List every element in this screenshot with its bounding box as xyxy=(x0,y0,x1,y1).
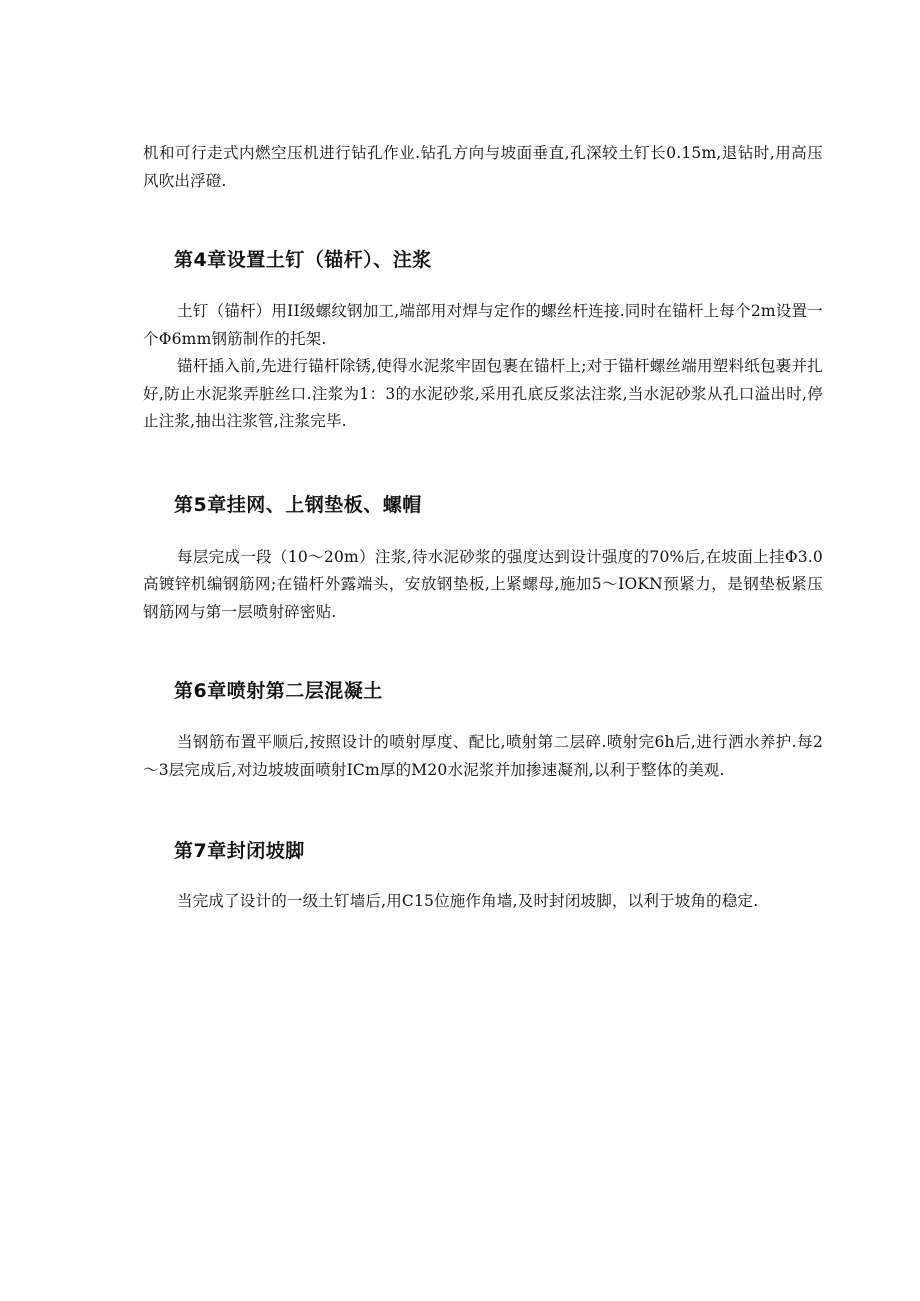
chapter-6-paragraph-1: 当钢筋布置平顺后,按照设计的喷射厚度、配比,喷射第二层碎.喷射完6h后,进行洒水养护.每2～3层完成后,对边坡坡面喷射ICm厚的M20水泥浆并加掺速凝剂,以利于整体的美观. xyxy=(143,733,823,779)
document-page xyxy=(143,140,823,916)
chapter-4-heading: 第4章设置土钉（锚杆）、注浆 xyxy=(174,249,432,271)
chapter-7-paragraph-1: 当完成了设计的一级土钉墙后,用C15位施作角墙,及时封闭坡脚，以利于坡角的稳定. xyxy=(177,892,759,910)
chapter-5-section xyxy=(143,492,823,627)
intro-paragraph: 机和可行走式内燃空压机进行钻孔作业.钻孔方向与坡面垂直,孔深较土钉长0.15m,退钻时,用高压风吹出浮磴. xyxy=(143,144,823,190)
chapter-6-heading: 第6章喷射第二层混凝土 xyxy=(174,680,383,702)
chapter-4-paragraph-1: 土钉（锚杆）用II级螺纹钢加工,端部用对焊与定作的螺丝杆连接.同时在锚杆上每个2m设置一个Φ6mm钢筋制作的托架. xyxy=(143,302,823,348)
chapter-4-section xyxy=(143,247,823,436)
chapter-5-heading: 第5章挂网、上钢垫板、螺帽 xyxy=(174,493,422,516)
chapter-7-section xyxy=(143,838,823,916)
chapter-4-paragraph-2: 锚杆插入前,先进行锚杆除锈,使得水泥浆牢固包裹在锚杆上;对于锚杆螺丝端用塑料纸包裹并扎好,防止水泥浆弄脏丝口.注浆为1：3的水泥砂浆,采用孔底反浆法注浆,当水泥砂浆从孔口溢出时,停止注浆,抽出注浆管,注浆完毕. xyxy=(143,357,823,430)
chapter-7-heading: 第7章封闭坡脚 xyxy=(174,840,305,862)
chapter-5-paragraph-1: 每层完成一段（10～20m）注浆,待水泥砂浆的强度达到设计强度的70%后,在坡面上挂Φ3.0高镀锌机编钢筋网;在锚杆外露端头，安放钢垫板,上紧螺母,施加5～IOKN预紧力，是钢垫板紧压钢筋网与第一层喷射碎密贴. xyxy=(143,547,823,621)
chapter-6-section xyxy=(143,678,823,784)
